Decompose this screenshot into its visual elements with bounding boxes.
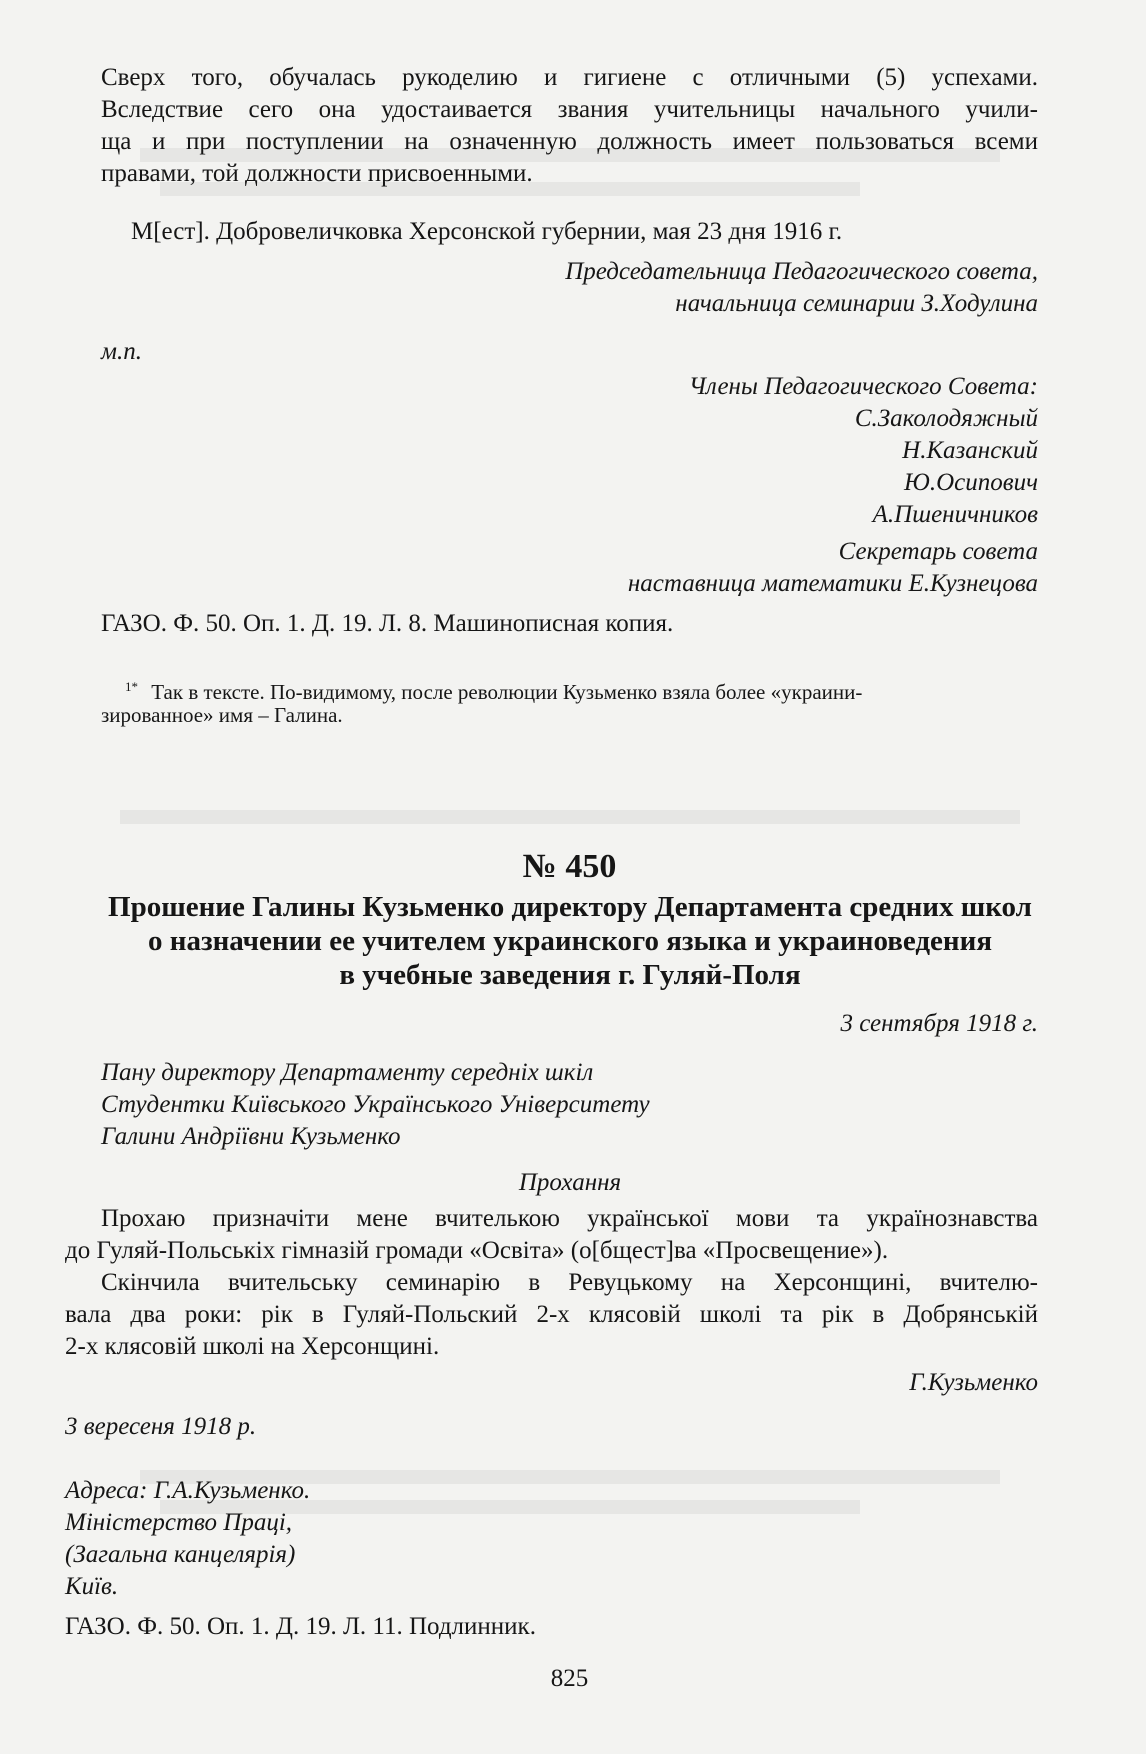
doc2-date: 3 сентября 1918 г. bbox=[840, 1010, 1038, 1037]
doc1-member: А.Пшеничников bbox=[872, 501, 1038, 528]
footnote-text: Так в тексте. По-видимому, после революции Кузьменко взяла более «украини- bbox=[151, 680, 863, 704]
doc2-return-address: Київ. bbox=[65, 1573, 119, 1600]
doc1-member: Ю.Осипович bbox=[904, 469, 1038, 496]
doc1-secretary-name: наставница математики Е.Кузнецова bbox=[627, 570, 1038, 597]
doc1-archive-source: ГАЗО. Ф. 50. Оп. 1. Д. 19. Л. 8. Машинописная копия. bbox=[101, 610, 674, 637]
doc2-heading: Прохання bbox=[518, 1169, 622, 1196]
doc2-paragraph-line: Скінчила вчительську семинарію в Ревуцькому на Херсонщині, вчителю- bbox=[101, 1269, 1038, 1296]
doc2-signature: Г.Кузьменко bbox=[909, 1369, 1038, 1396]
footnote-mark: 1* bbox=[125, 679, 138, 694]
doc2-return-address: (Загальна канцелярія) bbox=[65, 1541, 296, 1568]
doc2-signature-date: 3 вересеня 1918 р. bbox=[65, 1413, 257, 1440]
footnote-line: зированное» имя – Галина. bbox=[101, 703, 343, 727]
doc1-paragraph-line: правами, той должности присвоенными. bbox=[101, 160, 533, 187]
doc1-members-heading: Члены Педагогического Совета: bbox=[688, 373, 1038, 400]
doc2-addressee: Студентки Київського Українського Університету bbox=[101, 1091, 650, 1118]
doc2-archive-source: ГАЗО. Ф. 50. Оп. 1. Д. 19. Л. 11. Подлинник. bbox=[65, 1613, 536, 1640]
doc2-paragraph-line: вала два роки: рік в Гуляй-Польский 2-х клясовій школі та рік в Добрянській bbox=[65, 1301, 1038, 1328]
doc2-title-line: о назначении ее учителем украинского языка и украиноведения bbox=[147, 925, 993, 957]
doc1-place-date: М[ест]. Добровеличковка Херсонской губернии, мая 23 дня 1916 г. bbox=[131, 218, 843, 245]
doc2-return-address: Адреса: Г.А.Кузьменко. bbox=[65, 1477, 311, 1504]
doc2-number: № 450 bbox=[522, 848, 617, 885]
doc1-member: Н.Казанский bbox=[902, 437, 1038, 464]
doc1-chair-title: Председательница Педагогического совета, bbox=[565, 258, 1038, 285]
doc1-chair-name: начальница семинарии З.Ходулина bbox=[675, 290, 1038, 317]
doc2-title-line: Прошение Галины Кузьменко директору Департамента средних школ bbox=[108, 891, 1032, 923]
doc2-return-address: Міністерство Праці, bbox=[65, 1509, 293, 1536]
doc1-secretary-title: Секретарь совета bbox=[838, 538, 1038, 565]
doc1-paragraph-line: ща и при поступлении на означенную должность имеет пользоваться всеми bbox=[101, 128, 1038, 155]
doc2-addressee: Пану директору Департаменту середніх шкіл bbox=[101, 1059, 594, 1086]
page-number: 825 bbox=[550, 1665, 589, 1692]
doc2-paragraph-line: до Гуляй-Польськіх гімназій громади «Освіта» (о[бщест]ва «Просвещение»). bbox=[65, 1237, 889, 1264]
doc1-seal-mark: м.п. bbox=[101, 338, 142, 365]
doc2-paragraph-line: Прохаю призначіти мене вчителькою української мови та українознавства bbox=[101, 1205, 1038, 1232]
doc1-paragraph-line: Вследствие сего она удостаивается звания учительницы начального учили- bbox=[101, 96, 1038, 123]
doc2-paragraph-line: 2-х клясовій школі на Херсонщині. bbox=[65, 1333, 440, 1360]
doc1-member: С.Заколодяжный bbox=[854, 405, 1038, 432]
doc2-addressee: Галини Андріївни Кузьменко bbox=[101, 1123, 401, 1150]
doc1-paragraph-line: Сверх того, обучалась рукоделию и гигиене с отличными (5) успехами. bbox=[101, 64, 1038, 91]
doc2-title-line: в учебные заведения г. Гуляй-Поля bbox=[339, 959, 801, 991]
